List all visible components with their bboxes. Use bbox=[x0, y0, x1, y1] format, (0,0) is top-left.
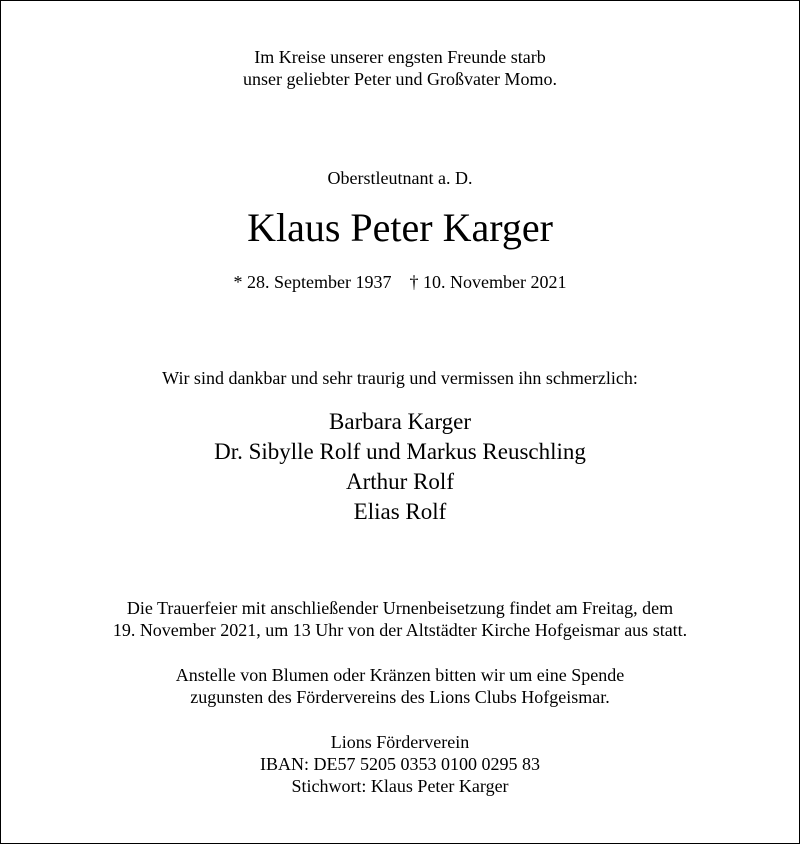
mourner-name: Arthur Rolf bbox=[346, 469, 454, 494]
bank-keyword: Stichwort: Klaus Peter Karger bbox=[291, 776, 509, 796]
intro-text bbox=[0, 46, 800, 90]
donation-line-1: Anstelle von Blumen oder Kränzen bitten wir um eine Spende bbox=[175, 665, 625, 685]
mourners-intro: Wir sind dankbar und sehr traurig und vermissen ihn schmerzlich: bbox=[162, 368, 638, 388]
intro-line-1: Im Kreise unserer engsten Freunde starb bbox=[254, 47, 546, 67]
mourners-list bbox=[0, 407, 800, 527]
mourner-name: Dr. Sibylle Rolf und Markus Reuschling bbox=[214, 439, 586, 464]
mourner-name: Elias Rolf bbox=[353, 499, 447, 524]
bank-details bbox=[0, 731, 800, 797]
service-line-1: Die Trauerfeier mit anschließender Urnenbeisetzung findet am Freitag, dem bbox=[126, 598, 674, 618]
life-dates bbox=[0, 271, 800, 293]
donation-request bbox=[0, 664, 800, 708]
mourner-name: Barbara Karger bbox=[329, 409, 471, 434]
bank-iban: IBAN: DE57 5205 0353 0100 0295 83 bbox=[260, 754, 540, 774]
donation-line-2: zugunsten des Fördervereins des Lions Clubs Hofgeismar. bbox=[190, 687, 610, 707]
deceased-name: Klaus Peter Karger bbox=[247, 205, 553, 250]
service-info bbox=[0, 597, 800, 641]
service-line-2: 19. November 2021, um 13 Uhr von der Altstädter Kirche Hofgeismar aus statt. bbox=[112, 620, 688, 640]
death-date: † 10. November 2021 bbox=[409, 272, 567, 292]
birth-date: * 28. September 1937 bbox=[233, 272, 392, 292]
bank-recipient: Lions Förderverein bbox=[330, 732, 470, 752]
intro-line-2: unser geliebter Peter und Großvater Momo. bbox=[243, 69, 557, 89]
deceased-rank: Oberstleutnant a. D. bbox=[327, 168, 473, 188]
